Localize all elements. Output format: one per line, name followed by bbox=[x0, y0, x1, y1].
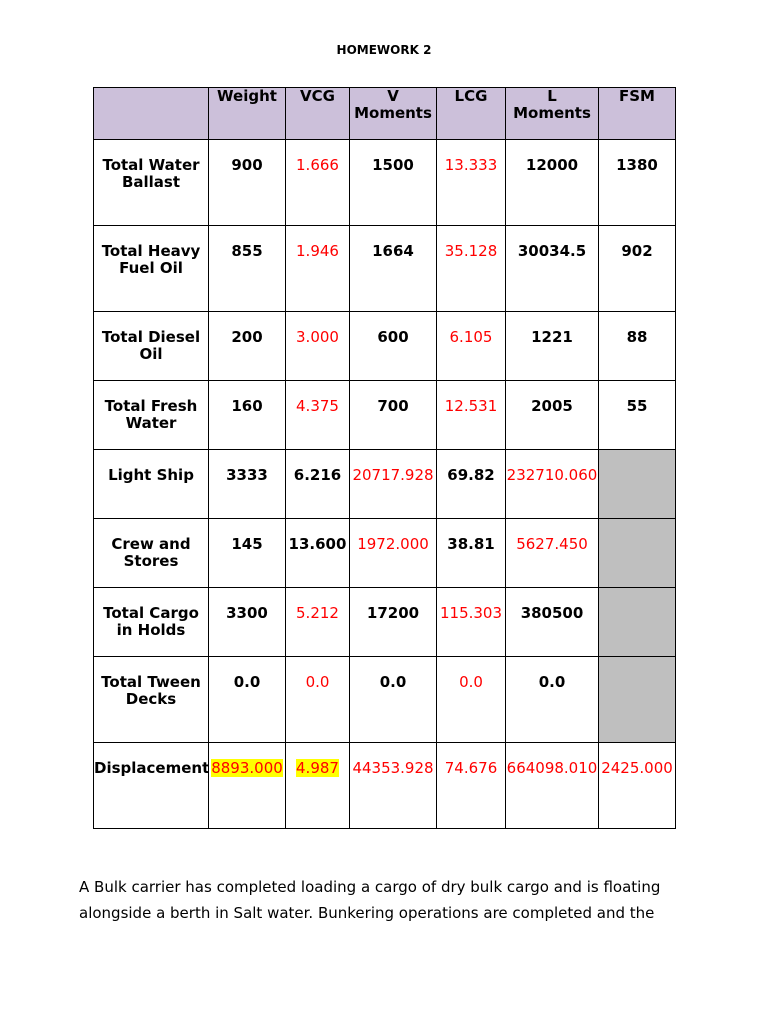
fsm-cell-empty bbox=[599, 450, 676, 519]
header-l-moments: L Moments bbox=[506, 88, 599, 140]
row-label: Total Heavy Fuel Oil bbox=[94, 226, 209, 312]
table-row bbox=[94, 588, 676, 657]
l-moments-cell: 1221 bbox=[506, 312, 599, 381]
weight-cell: 200 bbox=[209, 312, 286, 381]
lcg-cell: 35.128 bbox=[437, 226, 506, 312]
weight-cell: 3333 bbox=[209, 450, 286, 519]
stability-table bbox=[93, 87, 675, 827]
table-row bbox=[94, 450, 676, 519]
table-row bbox=[94, 519, 676, 588]
l-moments-cell: 5627.450 bbox=[506, 519, 599, 588]
weight-highlight: 8893.000 bbox=[211, 759, 283, 777]
vcg-cell: 6.216 bbox=[286, 450, 350, 519]
v-moments-cell: 1664 bbox=[350, 226, 437, 312]
v-moments-cell: 0.0 bbox=[350, 657, 437, 743]
row-label: Total Diesel Oil bbox=[94, 312, 209, 381]
header-weight: Weight bbox=[209, 88, 286, 140]
row-label: Total Tween Decks bbox=[94, 657, 209, 743]
weight-cell: 855 bbox=[209, 226, 286, 312]
weight-cell: 0.0 bbox=[209, 657, 286, 743]
l-moments-cell: 664098.010 bbox=[506, 743, 599, 829]
vcg-highlight: 4.987 bbox=[296, 759, 339, 777]
table-row bbox=[94, 381, 676, 450]
fsm-cell: 2425.000 bbox=[599, 743, 676, 829]
v-moments-cell: 1972.000 bbox=[350, 519, 437, 588]
lcg-cell: 38.81 bbox=[437, 519, 506, 588]
l-moments-cell: 2005 bbox=[506, 381, 599, 450]
vcg-cell: 13.600 bbox=[286, 519, 350, 588]
weight-cell: 160 bbox=[209, 381, 286, 450]
l-moments-cell: 12000 bbox=[506, 140, 599, 226]
fsm-cell: 902 bbox=[599, 226, 676, 312]
table-row bbox=[94, 312, 676, 381]
table-row bbox=[94, 657, 676, 743]
vcg-cell: 1.946 bbox=[286, 226, 350, 312]
vcg-cell bbox=[286, 743, 350, 829]
lcg-cell: 0.0 bbox=[437, 657, 506, 743]
header-v-moments: V Moments bbox=[350, 88, 437, 140]
v-moments-cell: 700 bbox=[350, 381, 437, 450]
row-label: Crew and Stores bbox=[94, 519, 209, 588]
problem-paragraph: A Bulk carrier has completed loading a cargo of dry bulk cargo and is floating alongside a berth in Salt water. Bunkering operations are completed and the bbox=[79, 878, 661, 922]
lcg-cell: 74.676 bbox=[437, 743, 506, 829]
fsm-cell: 55 bbox=[599, 381, 676, 450]
fsm-cell-empty bbox=[599, 657, 676, 743]
fsm-cell-empty bbox=[599, 588, 676, 657]
table-row bbox=[94, 743, 676, 829]
lcg-cell: 115.303 bbox=[437, 588, 506, 657]
weight-cell: 3300 bbox=[209, 588, 286, 657]
row-label: Total Cargo in Holds bbox=[94, 588, 209, 657]
vcg-cell: 1.666 bbox=[286, 140, 350, 226]
v-moments-cell: 20717.928 bbox=[350, 450, 437, 519]
l-moments-cell: 30034.5 bbox=[506, 226, 599, 312]
l-moments-cell: 380500 bbox=[506, 588, 599, 657]
v-moments-cell: 44353.928 bbox=[350, 743, 437, 829]
l-moments-cell: 232710.060 bbox=[506, 450, 599, 519]
header-fsm: FSM bbox=[599, 88, 676, 140]
row-label: Light Ship bbox=[94, 450, 209, 519]
vcg-cell: 0.0 bbox=[286, 657, 350, 743]
document-title: HOMEWORK 2 bbox=[336, 43, 432, 57]
weight-cell bbox=[209, 743, 286, 829]
row-label: Total Fresh Water bbox=[94, 381, 209, 450]
header-row bbox=[94, 88, 676, 140]
row-label: Total Water Ballast bbox=[94, 140, 209, 226]
fsm-cell: 88 bbox=[599, 312, 676, 381]
header-corner bbox=[94, 88, 209, 140]
v-moments-cell: 1500 bbox=[350, 140, 437, 226]
header-vcg: VCG bbox=[286, 88, 350, 140]
lcg-cell: 6.105 bbox=[437, 312, 506, 381]
row-label: Displacement bbox=[94, 743, 209, 829]
lcg-cell: 12.531 bbox=[437, 381, 506, 450]
vcg-cell: 5.212 bbox=[286, 588, 350, 657]
v-moments-cell: 600 bbox=[350, 312, 437, 381]
vcg-cell: 3.000 bbox=[286, 312, 350, 381]
v-moments-cell: 17200 bbox=[350, 588, 437, 657]
l-moments-cell: 0.0 bbox=[506, 657, 599, 743]
weight-cell: 900 bbox=[209, 140, 286, 226]
header-lcg: LCG bbox=[437, 88, 506, 140]
vcg-cell: 4.375 bbox=[286, 381, 350, 450]
fsm-cell-empty bbox=[599, 519, 676, 588]
table-row bbox=[94, 226, 676, 312]
lcg-cell: 69.82 bbox=[437, 450, 506, 519]
table-row bbox=[94, 140, 676, 226]
lcg-cell: 13.333 bbox=[437, 140, 506, 226]
weight-cell: 145 bbox=[209, 519, 286, 588]
fsm-cell: 1380 bbox=[599, 140, 676, 226]
